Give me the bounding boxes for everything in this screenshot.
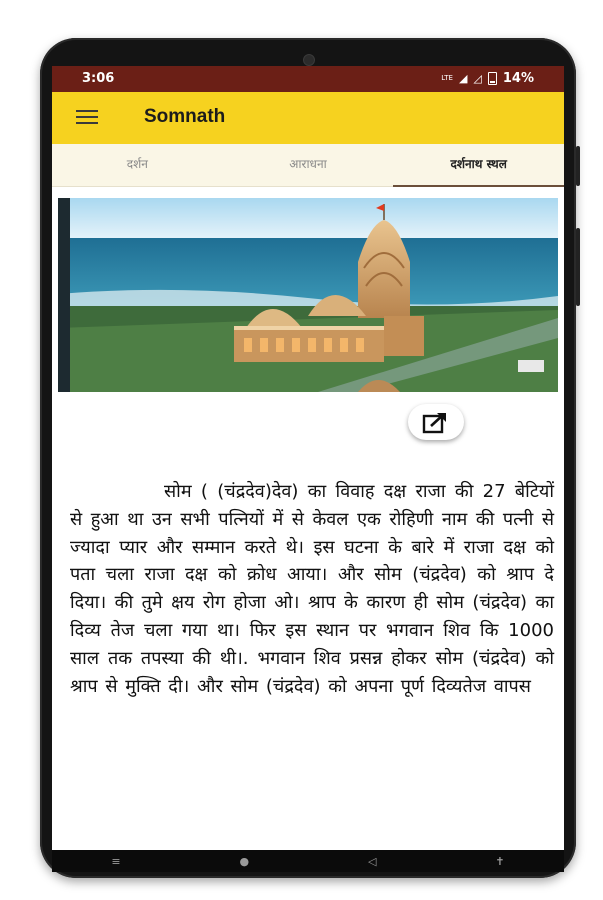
article-text: सोम ( (चंद्रदेव)देव) का विवाह दक्ष राजा की 27 बेटियों से हुआ था उन सभी पत्नियों में से केवल एक रोहिणी नाम की पत्नी से ज्यादा प्यार और सम्मान करते थे। इस घटना के बारे में राजा दक्ष को पता चला राजा दक्ष को क्रोध आया। और सोम (चंद्रदेव) को श्राप दे दिया। की तुमे क्षय रोग होजा ओ। श्राप के कारण ही सोम (चंद्रदेव) का दिव्य तेज चला गया था। फिर इस स्थान पर भगवान शिव कि 1000 साल तक तपस्या की थी।. भगवान शिव प्रसन्न होकर सोम (चंद्रदेव) को श्राप से मुक्ति दी। और सोम (चंद्रदेव) को अपना पूर्ण दिव्यतेज वापस [70,481,554,697]
app-bar [52,92,564,144]
back-button[interactable]: ◁ [367,854,377,868]
device-screen [52,66,564,872]
tab-aradhana[interactable]: आराधना [289,157,327,171]
system-nav-bar [52,850,564,872]
tab-darshanath-sthal[interactable]: दर्शनाथ स्थल [393,144,564,186]
hamburger-icon[interactable] [76,110,98,126]
wifi-signal-icon: ◿ [473,72,482,85]
front-camera [303,54,315,66]
share-button[interactable] [408,404,464,440]
tab-bar [52,144,564,187]
network-type: LTE [441,74,453,82]
signal-icon: ◢ [458,72,468,85]
status-time: 3:06 [82,71,115,86]
battery-icon [488,72,497,85]
home-button[interactable]: ● [239,854,250,868]
app-title: Somnath [144,106,226,127]
tab-darshan[interactable]: दर्शन [126,157,148,171]
accessibility-button[interactable]: ✝ [495,854,505,868]
power-button [576,146,580,186]
status-icons [441,71,534,86]
battery-level: 14% [502,71,534,86]
share-icon [422,410,450,434]
recent-apps-button[interactable]: ≡ [111,854,121,868]
somnath-temple-image [58,198,558,392]
volume-button [576,228,580,306]
status-bar [52,66,564,92]
tablet-frame [40,38,576,878]
